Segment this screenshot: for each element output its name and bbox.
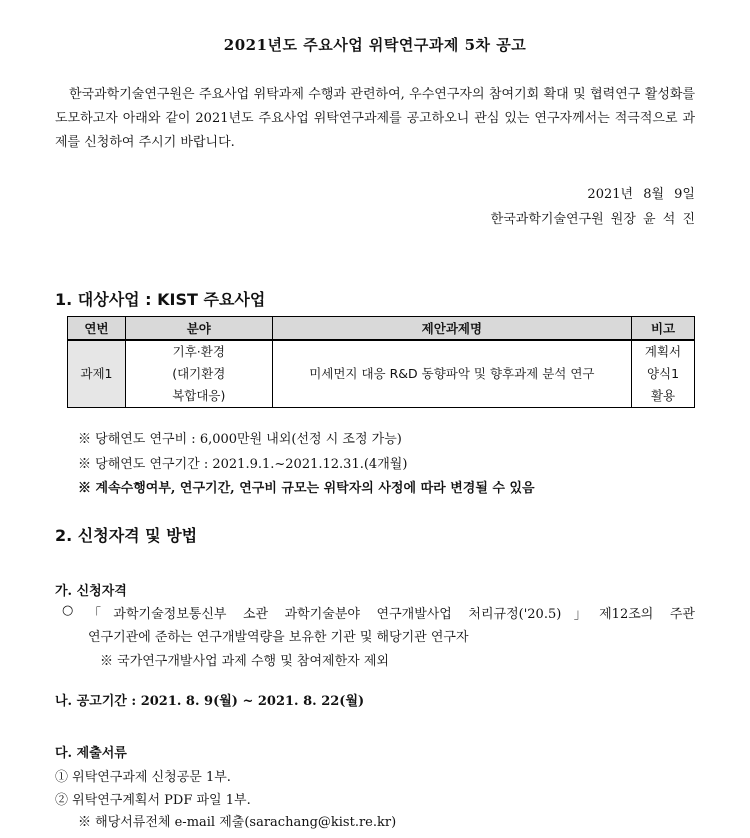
cell-project-name: 미세먼지 대응 R&D 동향파악 및 향후과제 분석 연구 [272, 340, 631, 408]
project-table [67, 316, 695, 408]
table-header-row [68, 317, 695, 341]
cell-remark [632, 340, 695, 408]
field-line: (대기환경 [172, 366, 226, 381]
col-header-project-name: 제안과제명 [272, 317, 631, 341]
note-period: ※ 당해연도 연구기간 : 2021.9.1.~2021.12.31.(4개월) [78, 457, 408, 472]
announcement-date: 2021년 8월 9일 [587, 187, 695, 202]
cell-no: 과제1 [68, 340, 126, 408]
circle-bullet-icon: ○ [62, 603, 74, 618]
document-title: 2021년도 주요사업 위탁연구과제 5차 공고 [223, 36, 527, 54]
col-header-no: 연번 [68, 317, 126, 341]
note-budget: ※ 당해연도 연구비 : 6,000만원 내외(선정 시 조정 가능) [78, 432, 402, 447]
announcement-period: 나. 공고기간 : 2021. 8. 9(월) ~ 2021. 8. 22(월) [55, 694, 365, 709]
documents-heading: 다. 제출서류 [55, 746, 127, 761]
eligibility-heading: 가. 신청자격 [55, 584, 127, 599]
note-change-notice: ※ 계속수행여부, 연구기간, 연구비 규모는 위탁자의 사정에 따라 변경될 수 있음 [78, 481, 535, 496]
col-header-field: 분야 [125, 317, 272, 341]
organization-signature: 한국과학기술연구원 원장 윤 석 진 [490, 212, 695, 227]
field-line: 기후·환경 [172, 344, 225, 359]
table-row [68, 340, 695, 408]
remark-line: 양식1 [646, 366, 680, 381]
document-item: ① 위탁연구과제 신청공문 1부. [55, 770, 231, 785]
document-item: ② 위탁연구계획서 PDF 파일 1부. [55, 793, 251, 808]
field-line: 복합대응) [172, 388, 226, 403]
section-1-heading: 1. 대상사업 : KIST 주요사업 [55, 290, 266, 309]
section-2-heading: 2. 신청자격 및 방법 [55, 526, 198, 545]
cell-field [125, 340, 272, 408]
remark-line: 계획서 [644, 344, 682, 359]
intro-paragraph: 한국과학기술연구원은 주요사업 위탁과제 수행과 관련하여, 우수연구자의 참여기회 확대 및 협력연구 활성화를 도모하고자 아래와 같이 2021년도 주요사업 위탁연구과제를 공고하오니 관심 있는 연구자께서는 적극적으로 과제를 신청하여 주시기 바랍니다. [55, 87, 695, 150]
eligibility-line-1: 「과학기술정보통신부 소관 과학기술분야 연구개발사업 처리규정('20.5)」제12조의 주관 [88, 607, 695, 622]
eligibility-note: ※ 국가연구개발사업 과제 수행 및 참여제한자 제외 [100, 654, 389, 669]
eligibility-line-2: 연구기관에 준하는 연구개발역량을 보유한 기관 및 해당기관 연구자 [88, 630, 469, 645]
remark-line: 활용 [650, 388, 676, 403]
col-header-remark: 비고 [632, 317, 695, 341]
documents-email-note: ※ 해당서류전체 e-mail 제출(sarachang@kist.re.kr) [78, 815, 397, 830]
